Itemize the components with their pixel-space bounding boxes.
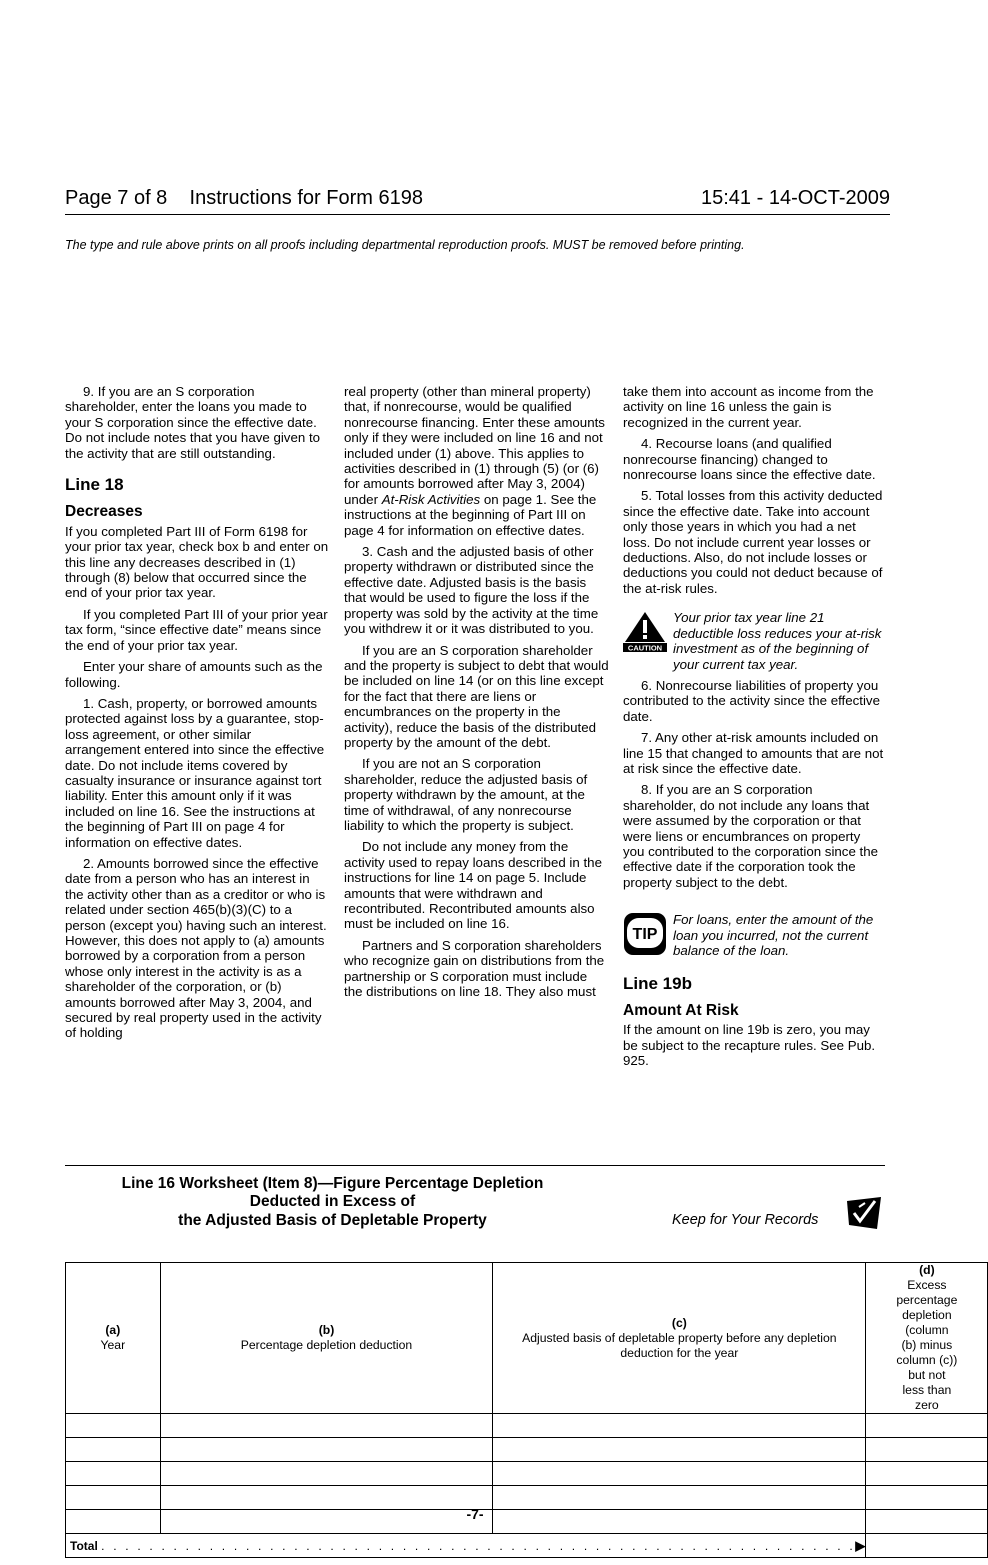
column-b-label: Percentage depletion deduction [240,1338,413,1352]
total-label-cell [66,1534,866,1558]
adjusted-basis-cell[interactable] [493,1438,866,1462]
year-cell[interactable] [66,1414,161,1438]
worksheet-title [65,1175,600,1230]
records-checkmark-icon [845,1195,883,1236]
depletion-deduction-cell[interactable] [160,1438,493,1462]
page-number: -7- [466,1506,484,1522]
item-3-partners-paragraph: Partners and S corporation shareholders who recognize gain on distributions from the partnership or S corporation must include the distributions on line 18. They also must [344,937,605,1000]
column-d-header [866,1263,988,1414]
decreases-heading: Decreases [65,503,143,521]
worksheet-title-line-3: the Adjusted Basis of Depletable Property [178,1211,487,1229]
item-4-paragraph: 4. Recourse loans (and qualified nonrecourse financing) changed to nonrecourse loans since the effective date. [623,436,876,483]
column-1 [65,384,330,1047]
item-6-paragraph: 6. Nonrecourse liabilities of property you contributed to the activity since the effective date. [623,677,880,724]
decreases-paragraph-1: If you completed Part III of Form 6198 for your prior tax year, check box b and enter on this line any decreases described in (1) through (8) below that occurred since the end of your prior tax year. [65,523,329,601]
total-label: Total [70,1538,98,1553]
table-row [66,1438,988,1462]
header-timestamp: 15:41 - 14-OCT-2009 [701,187,890,209]
table-row [66,1414,988,1438]
tip-text: For loans, enter the amount of the loan you incurred, not the current balance of the loan. [673,912,874,958]
item-2-continued-text-a: real property (other than mineral property) that, if nonrecourse, would be qualified nonrecourse financing. Enter these amounts only if they were included on line 16 and not included under (1) above. This applies to activities described in (1) through (5) (or (6) for amounts borrowed after May 3, 2004) under [344,384,605,507]
total-row [66,1534,988,1558]
caution-icon [623,610,673,655]
table-header-row [66,1263,988,1414]
item-3-paragraph: 3. Cash and the adjusted basis of other property withdrawn or distributed since the effective date. Adjusted basis is the basis that would be used to figure the loss if the property was sold by the activity at the time you withdrew it or it was distributed to you. [344,544,599,637]
decreases-paragraph-3: Enter your share of amounts such as the following. [65,659,323,690]
item-2-paragraph: 2. Amounts borrowed since the effective date from a person who has an interest in the activity other than as a creditor or who is related under section 465(b)(3)(C) to a person (except you) having such an interest. However, this does not apply to (a) amounts borrowed by a corporation from a person whose only interest in the activity is as a shareholder of the corporation, or (b) amounts borrowed after May 3, 2004, and secured by real property used in the activity of holding [65,855,327,1041]
worksheet-rule [65,1165,885,1166]
line-19b-heading: Line 19b [623,973,692,993]
caution-label: CAUTION [627,643,663,653]
amount-at-risk-heading: Amount At Risk [623,1002,739,1019]
item-3-repay-paragraph: Do not include any money from the activity used to repay loans described in the instructions for line 14 on page 5. Include amounts that were withdrawn and recontributed. Recontributed amounts also must be included on line 16. [344,839,602,932]
depletion-deduction-cell[interactable] [160,1462,493,1486]
item-9-paragraph: 9. If you are an S corporation shareholder, enter the loans you made to your S corporation since the effective date. Do not include notes that you have given to the activity that are still outstanding. [65,384,321,461]
proof-note: The type and rule above prints on all proofs including departmental reproduction proofs. MUST be removed before printing. [65,238,745,252]
decreases-paragraph-2: If you completed Part III of your prior year tax form, “since effective date” means since the end of your prior tax year. [65,606,328,653]
adjusted-basis-cell[interactable] [493,1462,866,1486]
column-c-letter: (c) [671,1315,687,1330]
item-8-paragraph: 8. If you are an S corporation shareholder, do not include any loans that were assumed by the corporation or that were liens or encumbrances on property you contributed to the corporation since the effective date if the corporation took the property subject to the debt. [623,782,879,890]
caution-text: Your prior tax year line 21 deductible loss reduces your at-risk investment as of the beginning of your current tax year. [673,610,882,672]
column-3 [623,384,885,1075]
tip-icon [623,912,673,959]
year-cell[interactable] [66,1438,161,1462]
item-5-paragraph: 5. Total losses from this activity deducted since the effective date. Take into account only those years in which you had a net loss. Do not include current year losses or deductions. Also, do not include losses or deductions you could not deduct because of the at-risk rules. [623,488,883,596]
column-a-header [66,1263,161,1414]
year-cell[interactable] [66,1462,161,1486]
header-rule [65,214,890,215]
item-7-paragraph: 7. Any other at-risk amounts included on line 15 that changed to amounts that are not at risk since the effective date. [623,730,884,776]
total-value-cell[interactable] [866,1534,988,1558]
column-a-letter: (a) [105,1323,121,1337]
column-a-label: Year [100,1338,126,1352]
line-19b-paragraph: If the amount on line 19b is zero, you may be subject to the recapture rules. See Pub. 925. [623,1022,876,1069]
item-1-paragraph: 1. Cash, property, or borrowed amounts protected against loss by a guarantee, stop-loss agreement, or other similar arrangement entered into since the effective date. Do not include items covered by casualty insurance or insurance against tort liability. Enter this amount only if it was included on line 16. See the instructions at the beginning of Part III on page 4 for information on effective dates. [65,695,325,850]
partners-continued: take them into account as income from the activity on line 16 unless the gain is recognized in the current year. [623,384,874,430]
tip-label: TIP [632,926,658,944]
line-18-heading: Line 18 [65,475,124,495]
column-c-label: Adjusted basis of depletable property before any depletion deduction for the year [522,1330,837,1360]
header-page-title: Page 7 of 8 Instructions for Form 6198 [65,187,423,209]
excess-depletion-cell[interactable] [866,1438,988,1462]
column-2 [344,384,609,1005]
worksheet-title-line-1: Line 16 Worksheet (Item 8)—Figure Percentage Depletion [121,1175,544,1192]
adjusted-basis-cell[interactable] [493,1414,866,1438]
worksheet-title-line-2: Deducted in Excess of [249,1193,416,1211]
column-d-label: Excess percentage depletion (column (b) minus column (c)) but not less than zero [896,1278,958,1412]
keep-for-records: Keep for Your Records [672,1212,819,1228]
caution-note [623,610,885,672]
table-row [66,1462,988,1486]
total-arrow-icon: ▶ [855,1537,866,1553]
column-b-header [160,1263,493,1414]
excess-depletion-cell[interactable] [866,1414,988,1438]
item-3-non-s-corp-paragraph: If you are not an S corporation shareholder, reduce the adjusted basis of property withdrawn by the amount, at the time of withdrawal, of any nonrecourse liability to which the property is subject. [344,756,588,833]
depletion-deduction-cell[interactable] [160,1414,493,1438]
column-d-letter: (d) [919,1263,935,1277]
item-3-s-corp-paragraph: If you are an S corporation shareholder and the property is subject to debt that would be included on line 14 (or on this line except for the fact that there are liens or encumbrances on the property in the activity), reduce the basis of the distributed property by the amount of the debt. [344,642,609,750]
column-c-header [493,1263,866,1414]
item-2-continued [344,384,609,538]
item-2-continued-text-b: on page 1. See the instructions at the beginning of Part III on page 4 for information on effective dates. [344,491,597,538]
at-risk-activities-reference: At-Risk Activities [381,491,481,507]
excess-depletion-cell[interactable] [866,1462,988,1486]
total-leader-dots: . . . . . . . . . . . . . . . . . . . . . . . . . . . . . . . . . . . . . . . . . . . . . . . . . . . . . . . . . . . . . . . [101,1538,856,1553]
column-b-letter: (b) [318,1323,335,1337]
tip-note [623,912,885,959]
